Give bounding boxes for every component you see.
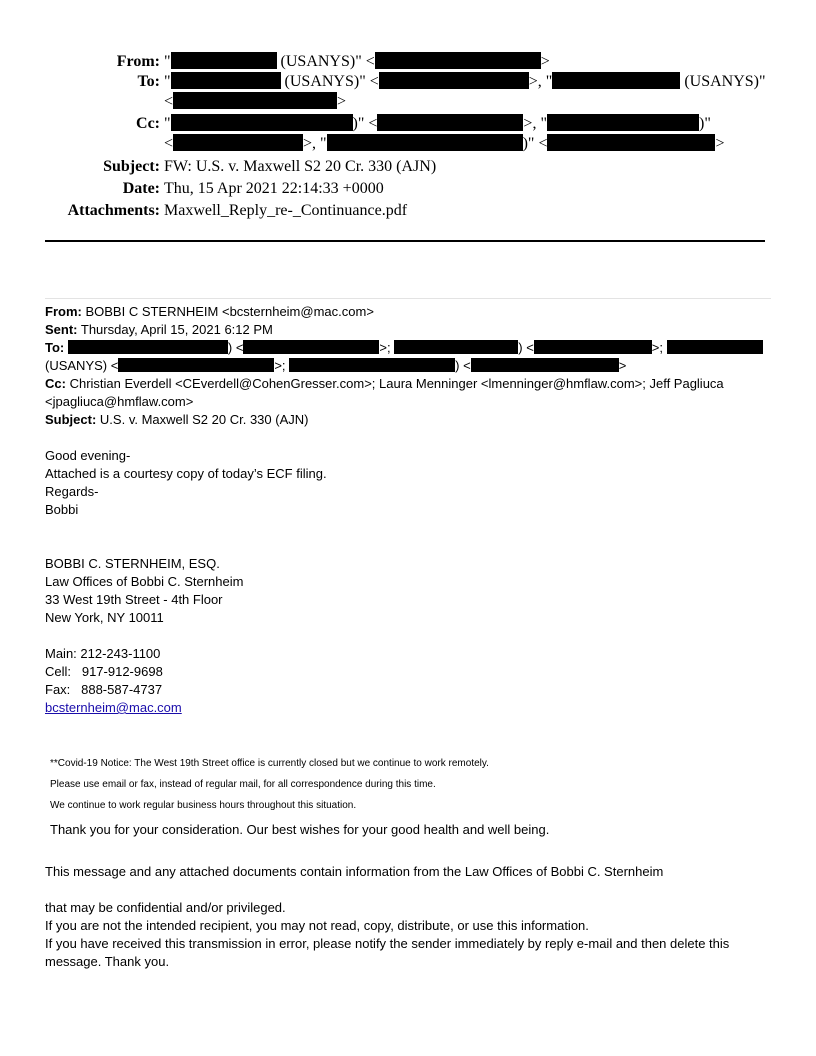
redaction-block: [173, 92, 337, 109]
disclaimer-line3: If you are not the intended recipient, you may not read, copy, distribute, or use this information.: [45, 918, 589, 933]
signature-fax: Fax: 888-587-4737: [45, 682, 163, 697]
header-divider: [45, 240, 765, 242]
forward-divider: [45, 298, 771, 299]
header-from-label: From:: [116, 53, 160, 70]
signature-firm: Law Offices of Bobbi C. Sternheim: [45, 574, 244, 589]
disclaimer-line2: that may be confidential and/or privileged.: [45, 900, 286, 915]
signature-main-phone: Main: 212-243-1100: [45, 646, 161, 661]
redaction-block: [118, 358, 274, 372]
redaction-block: [471, 358, 619, 372]
signature-email-link[interactable]: bcsternheim@mac.com: [45, 700, 182, 715]
notice-line1: **Covid-19 Notice: The West 19th Street office is currently closed but we continue to work remotely.: [50, 758, 489, 769]
redaction-block: [547, 114, 699, 131]
header-attachments-label: Attachments:: [67, 202, 160, 219]
attachment-filename[interactable]: Maxwell_Reply_re-_Continuance.pdf: [164, 202, 408, 219]
redaction-block: [667, 340, 763, 354]
email-to-row: To: ) < >; ) < >;: [45, 339, 773, 357]
header-to-row: To: " (USANYS)" < >, " (USANYS)" < >: [137, 73, 766, 110]
covid-notice: [50, 757, 770, 820]
signature-name: BOBBI C. STERNHEIM, ESQ.: [45, 556, 220, 571]
header-subject: FW: U.S. v. Maxwell S2 20 Cr. 330 (AJN): [164, 158, 437, 175]
email-cc-row: Cc: Christian Everdell <CEverdell@CohenGresser.com>; Laura Menninger <lmenninger@hmflaw.com>; Jeff Pagliuca: [45, 376, 724, 391]
regards: Regards-: [45, 484, 99, 499]
notice-line3: We continue to work regular business hours throughout this situation.: [50, 800, 357, 811]
header-subject-row: [0, 157, 816, 177]
redaction-block: [534, 340, 652, 354]
email-to-row-cont: (USANYS) < >; ) < >: [45, 358, 627, 373]
email-subject-row: Subject: U.S. v. Maxwell S2 20 Cr. 330 (AJN): [45, 412, 309, 427]
redaction-block: [289, 358, 455, 372]
signature-address1: 33 West 19th Street - 4th Floor: [45, 592, 223, 607]
header-attachments-row: [0, 201, 816, 221]
redaction-block: [171, 72, 281, 89]
redaction-block: [171, 114, 353, 131]
greeting: Good evening-: [45, 448, 131, 463]
disclaimer-line4: If you have received this transmission in error, please notify the sender immediately by reply e-mail and then delete this message. Thank you.: [45, 936, 730, 969]
redaction-block: [243, 340, 379, 354]
redaction-block: [171, 52, 277, 69]
redaction-block: [552, 72, 680, 89]
outer-email-header: [0, 52, 816, 221]
header-cc-label: Cc:: [136, 115, 160, 132]
header-date-label: Date:: [122, 180, 160, 197]
sign-name: Bobbi: [45, 502, 79, 517]
confidentiality-disclaimer: [45, 863, 773, 971]
email-body: Attached is a courtesy copy of today’s ECF filing.: [45, 466, 327, 481]
header-from-row: From: " (USANYS)" < >: [116, 53, 550, 70]
email-from-row: From: BOBBI C STERNHEIM <bcsternheim@mac.com>: [45, 304, 374, 319]
email-subject: U.S. v. Maxwell S2 20 Cr. 330 (AJN): [99, 412, 309, 427]
disclaimer-line1: This message and any attached documents contain information from the Law Offices of Bobbi C. Sternheim: [45, 864, 664, 879]
header-date: Thu, 15 Apr 2021 22:14:33 +0000: [164, 180, 384, 197]
notice-line2: Please use email or fax, instead of regular mail, for all correspondence during this time.: [50, 779, 436, 790]
redaction-block: [68, 340, 228, 354]
header-date-row: [0, 179, 816, 199]
redaction-block: [394, 340, 518, 354]
redaction-block: [327, 134, 523, 151]
redaction-block: [379, 72, 529, 89]
redaction-block: [375, 52, 541, 69]
header-cc-row: Cc: " )" < >, " )" < >, " )" < >: [136, 115, 725, 152]
signature-cell-phone: Cell: 917-912-9698: [45, 664, 163, 679]
thanks-line: Thank you for your consideration. Our best wishes for your good health and well being.: [50, 822, 550, 837]
signature-address2: New York, NY 10011: [45, 610, 164, 625]
redaction-block: [377, 114, 523, 131]
header-subject-label: Subject:: [103, 158, 160, 175]
email-cc-row-cont: <jpagliuca@hmflaw.com>: [45, 394, 194, 409]
redaction-block: [547, 134, 715, 151]
redaction-block: [173, 134, 303, 151]
email-from: BOBBI C STERNHEIM <bcsternheim@mac.com>: [85, 304, 374, 319]
email-sent-row: Sent: Thursday, April 15, 2021 6:12 PM: [45, 322, 273, 337]
header-to-label: To:: [137, 73, 160, 90]
forwarded-email: [45, 303, 773, 717]
email-sent: Thursday, April 15, 2021 6:12 PM: [80, 322, 273, 337]
email-cc: Christian Everdell <CEverdell@CohenGresser.com>; Laura Menninger <lmenninger@hmflaw.com>; Jeff Pagliuca: [69, 376, 724, 391]
